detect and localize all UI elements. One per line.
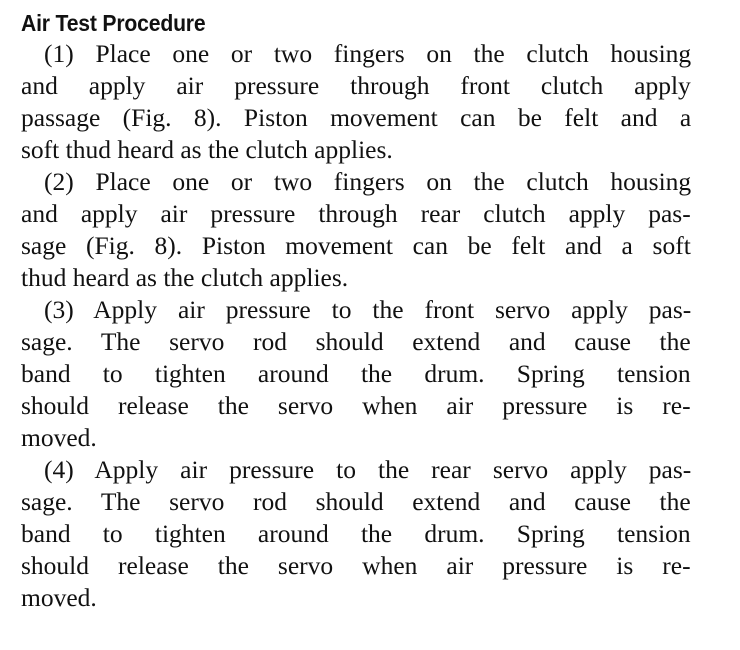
paragraph-line: (3) Apply air pressure to the front servo apply pas- — [44, 295, 692, 324]
paragraph-line: and apply air pressure through front clutch apply — [21, 71, 691, 100]
step-2-paragraph — [21, 166, 691, 294]
paragraph-line: and apply air pressure through rear clutch apply pas- — [21, 199, 691, 228]
paragraph-line: sage. The servo rod should extend and cause the — [21, 327, 691, 356]
paragraph-line: (2) Place one or two fingers on the clutch housing — [44, 167, 692, 196]
paragraph-line: (4) Apply air pressure to the rear servo apply pas- — [44, 455, 692, 484]
paragraph-line: should release the servo when air pressure is re- — [21, 551, 691, 580]
paragraph-line: band to tighten around the drum. Spring tension — [21, 359, 691, 388]
paragraph-line: sage. The servo rod should extend and cause the — [21, 487, 691, 516]
paragraph-line: (1) Place one or two fingers on the clutch housing — [44, 39, 692, 68]
paragraph-line: should release the servo when air pressure is re- — [21, 391, 691, 420]
section-heading: Air Test Procedure — [21, 10, 206, 36]
paragraph-line: passage (Fig. 8). Piston movement can be felt and a — [21, 103, 692, 132]
document-page — [21, 8, 691, 614]
step-4-paragraph — [21, 454, 691, 614]
paragraph-line: moved. — [21, 423, 97, 452]
paragraph-line: band to tighten around the drum. Spring tension — [21, 519, 691, 548]
step-1-paragraph — [21, 38, 691, 166]
paragraph-line: thud heard as the clutch applies. — [21, 263, 349, 292]
paragraph-line: moved. — [21, 583, 97, 612]
paragraph-line: sage (Fig. 8). Piston movement can be felt and a soft — [21, 231, 691, 260]
step-3-paragraph — [21, 294, 691, 454]
paragraph-line: soft thud heard as the clutch applies. — [21, 135, 393, 164]
